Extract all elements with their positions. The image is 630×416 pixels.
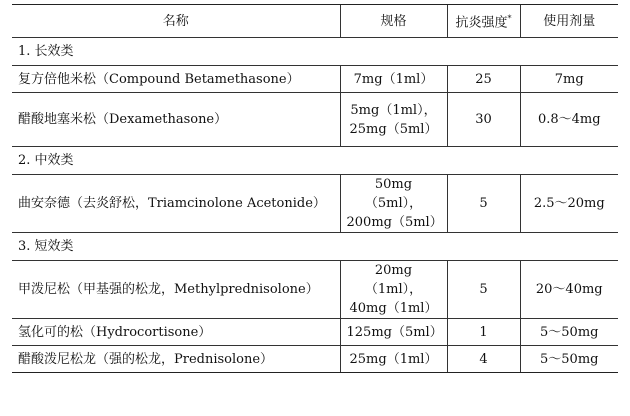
drug-spec [340,319,447,346]
drug-spec-line: 50mg（5ml）， [364,177,423,211]
drug-name: 醋酸地塞米松（Dexamethasone） [12,93,340,147]
drug-spec [340,93,447,147]
section-row [12,233,618,261]
drug-strength: 1 [447,319,520,346]
drug-spec-line: 200mg（5ml） [346,215,443,230]
drug-name: 曲安奈德（去炎舒松，Triamcinolone Acetonide） [12,175,340,233]
drug-dose: 20～40mg [520,261,618,319]
drug-spec-line: 125mg（5ml） [346,324,443,340]
drug-spec-line: 25mg（1ml） [349,351,438,367]
table-row [12,93,618,147]
drug-name: 甲泼尼松（甲基强的松龙，Methylprednisolone） [12,261,340,319]
drug-spec-line: 25mg（5ml） [349,121,438,137]
section-title: 1. 长效类 [12,38,618,66]
drug-strength: 30 [447,93,520,147]
header-strength-label: 抗炎强度 [455,15,508,31]
section-row [12,38,618,66]
drug-dose: 0.8～4mg [520,93,618,147]
corticosteroid-table-container [12,4,618,373]
table-row [12,319,618,346]
section-title: 2. 中效类 [12,147,618,175]
section-row [12,147,618,175]
drug-spec-line: 20mg（1ml）， [364,263,423,297]
drug-spec-line: 7mg（1ml） [353,71,434,87]
table-header [12,5,618,38]
drug-spec-line: 5mg（1ml）， [350,102,437,118]
table-row [12,175,618,233]
table-row [12,66,618,93]
drug-spec-line: 40mg（1ml） [349,301,438,316]
header-strength [447,5,520,38]
drug-dose: 2.5～20mg [520,175,618,233]
drug-dose: 7mg [520,66,618,93]
drug-dose: 5～50mg [520,319,618,346]
table-body [12,38,618,373]
header-dose: 使用剂量 [520,5,618,38]
header-strength-mark: * [507,14,512,24]
header-spec: 规格 [340,5,447,38]
drug-spec [340,175,447,233]
drug-spec [340,66,447,93]
drug-spec [340,261,447,319]
drug-name: 醋酸泼尼松龙（强的松龙，Prednisolone） [12,346,340,373]
drug-dose: 5～50mg [520,346,618,373]
drug-spec [340,346,447,373]
header-row [12,5,618,38]
table-row [12,346,618,373]
drug-strength: 5 [447,175,520,233]
drug-strength: 4 [447,346,520,373]
corticosteroid-table [12,4,618,373]
table-row [12,261,618,319]
drug-name: 复方倍他米松（Compound Betamethasone） [12,66,340,93]
section-title: 3. 短效类 [12,233,618,261]
drug-strength: 25 [447,66,520,93]
drug-strength: 5 [447,261,520,319]
header-name: 名称 [12,5,340,38]
drug-name: 氢化可的松（Hydrocortisone） [12,319,340,346]
